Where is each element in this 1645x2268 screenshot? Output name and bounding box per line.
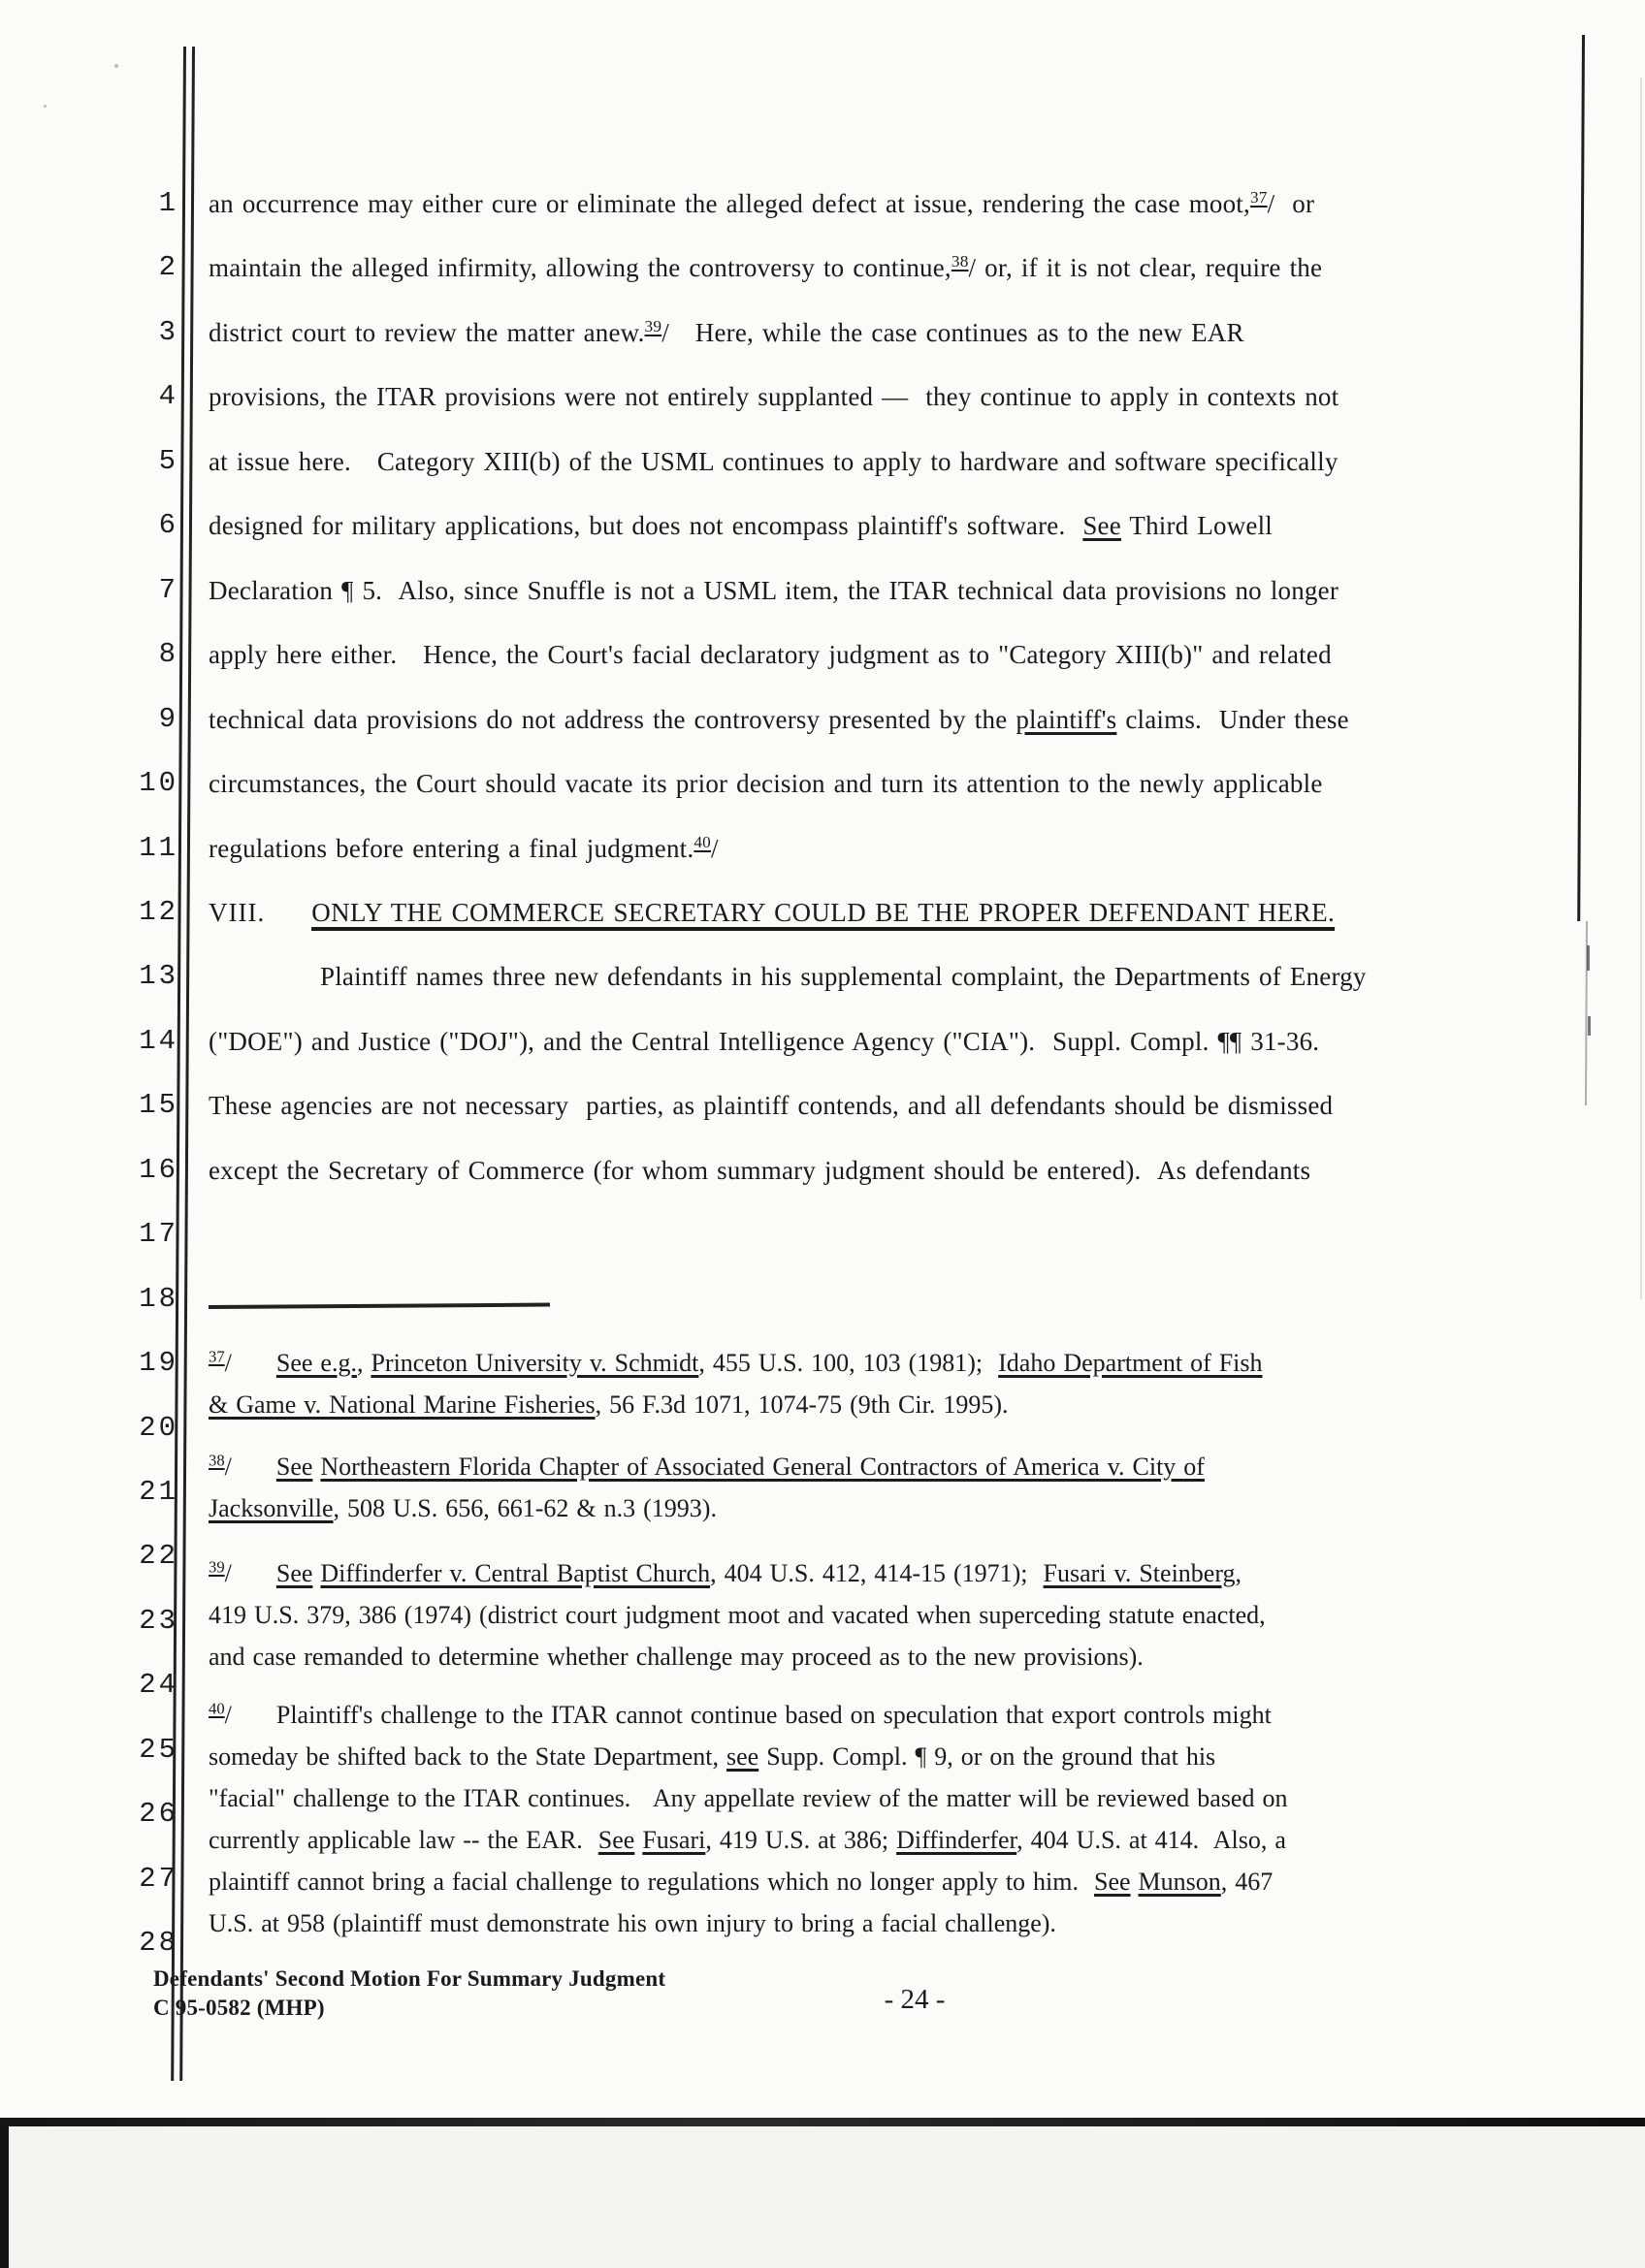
line-number: 19: [139, 1347, 178, 1380]
line-number: 4: [158, 380, 178, 413]
footnote-line: [209, 1487, 1205, 1529]
underlined-text: See: [1094, 1868, 1131, 1896]
text-run: 419 U.S. 379, 386 (1974) (district court judgment moot and vacated when superceding statute enacted,: [209, 1601, 1266, 1629]
text-run: / Here, while the case continues as to the new EAR: [661, 317, 1244, 347]
text-run: ("DOE") and Justice ("DOJ"), and the Central Intelligence Agency ("CIA"). Suppl. Compl. ¶¶ 31-36.: [209, 1026, 1320, 1056]
text-run: Plaintiff names three new defendants in his supplemental complaint, the Departments of Energy: [320, 962, 1367, 992]
line-number: 18: [139, 1282, 178, 1315]
body-line: [209, 956, 1367, 997]
text-run: Supp. Compl. ¶ 9, or on the ground that his: [758, 1742, 1216, 1771]
line-number: 5: [158, 444, 178, 477]
footnote-reference: 37: [1249, 188, 1268, 207]
text-run: , 467: [1220, 1868, 1274, 1896]
footnote: [209, 1552, 1266, 1677]
body-line: [209, 441, 1339, 482]
text-run: except the Secretary of Commerce (for whom summary judgment should be entered). As defendants: [209, 1155, 1311, 1185]
underlined-text: Munson: [1138, 1868, 1221, 1896]
text-run: plaintiff cannot bring a facial challenge to regulations which no longer apply to him.: [209, 1868, 1094, 1896]
section-numeral: VIII.: [209, 897, 266, 927]
text-run: someday be shifted back to the State Department,: [209, 1742, 727, 1771]
text-run: and case remanded to determine whether challenge may proceed as to the new provisions).: [209, 1643, 1144, 1671]
text-run: technical data provisions do not address the controversy presented by the: [209, 704, 1016, 734]
scan-tick-mark: [1587, 945, 1590, 971]
footnote-line: [209, 1861, 1287, 1902]
footnote-line: [209, 1777, 1287, 1819]
line-number: 1: [158, 187, 178, 219]
line-number: 16: [139, 1153, 178, 1186]
scan-tick-mark: [1588, 1016, 1591, 1036]
text-run: designed for military applications, but does not encompass plaintiff's software.: [209, 511, 1083, 541]
underlined-text: see: [726, 1742, 759, 1771]
scanner-background: [0, 2126, 1645, 2268]
page-number: - 24 -: [884, 1984, 946, 2015]
footnote-line: [209, 1384, 1263, 1425]
text-run: , 455 U.S. 100, 103 (1981);: [698, 1349, 999, 1377]
text-run: /: [224, 1349, 232, 1377]
line-number: 8: [158, 638, 178, 671]
body-line: [209, 763, 1323, 804]
line-number: 3: [158, 315, 178, 348]
body-line: [209, 1021, 1319, 1062]
footnote: [209, 1694, 1287, 1944]
text-run: , 404 U.S. 412, 414-15 (1971);: [710, 1559, 1044, 1587]
underlined-text: Diffinderfer: [896, 1826, 1017, 1854]
text-run: /: [711, 833, 719, 863]
line-number: 25: [139, 1733, 178, 1766]
footnote-line: [209, 1636, 1266, 1677]
line-number: 28: [139, 1927, 178, 1960]
line-number: 20: [139, 1411, 178, 1444]
text-run: /: [224, 1559, 232, 1587]
text-run: Declaration ¶ 5. Also, since Snuffle is not a USML item, the ITAR technical data provisions no longer: [209, 575, 1339, 605]
line-number: 21: [139, 1476, 178, 1508]
text-run: These agencies are not necessary parties, as plaintiff contends, and all defendants should be dismissed: [209, 1091, 1334, 1121]
underlined-text: See: [1082, 511, 1121, 541]
line-number: 26: [139, 1798, 178, 1831]
underlined-text: Princeton University v. Schmidt: [371, 1349, 699, 1377]
line-number: 24: [139, 1669, 178, 1702]
footnote: [209, 1446, 1205, 1529]
text-run: "facial" challenge to the ITAR continues. Any appellate review of the matter will be reviewed based on: [209, 1784, 1288, 1812]
line-number: 22: [139, 1540, 178, 1573]
line-number: 14: [139, 1024, 178, 1057]
underlined-text: See: [275, 1559, 313, 1587]
line-number: 6: [158, 509, 178, 542]
footnote-line: [209, 1594, 1266, 1636]
footer-case-number: C 95-0582 (MHP): [153, 1996, 325, 2020]
body-line: [209, 634, 1332, 675]
line-number: 13: [139, 960, 178, 993]
underlined-text: Northeastern Florida Chapter of Associated General Contractors of America v. City of: [320, 1453, 1205, 1481]
text-run: / or, if it is not clear, require the: [968, 253, 1323, 283]
footnote-line: [209, 1342, 1263, 1384]
text-run: claims. Under these: [1116, 704, 1349, 734]
text-run: , 508 U.S. 656, 661-62 & n.3 (1993).: [333, 1494, 717, 1522]
underlined-text: Jacksonville: [209, 1494, 334, 1522]
footnote-reference: 40: [209, 1699, 225, 1718]
footnote-line: [209, 1694, 1287, 1736]
footnote-reference: 40: [693, 832, 712, 851]
line-number: 12: [139, 895, 178, 928]
text-run: ,: [1235, 1559, 1242, 1587]
underlined-text: ONLY THE COMMERCE SECRETARY COULD BE THE PROPER DEFENDANT HERE.: [311, 898, 1335, 931]
footnote-reference: 38: [951, 252, 969, 272]
text-run: /: [224, 1701, 232, 1729]
underlined-text: See: [597, 1826, 635, 1854]
text-run: Plaintiff's challenge to the ITAR cannot continue based on speculation that export controls might: [275, 1701, 1272, 1729]
text-run: / or: [1267, 189, 1315, 218]
text-run: ,: [356, 1349, 371, 1377]
body-line: [209, 828, 719, 869]
footnote-reference: 39: [209, 1557, 225, 1577]
footnote-line: [209, 1736, 1287, 1777]
footer-motion-title: Defendants' Second Motion For Summary Judgment: [153, 1966, 666, 1991]
underlined-text: Fusari: [642, 1826, 706, 1854]
body-line: [209, 1150, 1310, 1191]
underlined-text: Idaho Department of Fish: [998, 1349, 1263, 1377]
body-line: [209, 570, 1339, 611]
section-heading: [209, 892, 1335, 933]
line-number: 27: [139, 1862, 178, 1895]
line-number: 15: [139, 1089, 178, 1122]
text-run: U.S. at 958 (plaintiff must demonstrate his own injury to bring a facial challenge).: [209, 1909, 1056, 1937]
footnote: [209, 1342, 1263, 1425]
footnote-reference: 39: [644, 316, 662, 335]
underlined-text: See: [275, 1453, 313, 1481]
body-line: [209, 505, 1273, 546]
text-run: circumstances, the Court should vacate its prior decision and turn its attention to the newly applicable: [209, 769, 1323, 799]
scan-speck: [114, 64, 118, 68]
underlined-text: plaintiff's: [1016, 704, 1117, 734]
footnote-line: [209, 1552, 1266, 1594]
underlined-text: Diffinderfer v. Central Baptist Church: [320, 1559, 711, 1587]
text-run: , 56 F.3d 1071, 1074-75 (9th Cir. 1995).: [595, 1390, 1009, 1419]
footnote-reference: 37: [209, 1347, 225, 1366]
line-number: 2: [158, 251, 178, 284]
underlined-text: Fusari v. Steinberg: [1043, 1559, 1236, 1587]
text-run: district court to review the matter anew.: [209, 317, 645, 347]
text-run: provisions, the ITAR provisions were not entirely supplanted — they continue to apply in contexts not: [209, 382, 1339, 412]
text-run: apply here either. Hence, the Court's facial declaratory judgment as to "Category XIII(b)" and related: [209, 640, 1332, 670]
line-number: 17: [139, 1218, 178, 1251]
body-line: [209, 183, 1314, 224]
body-line: [209, 247, 1322, 288]
line-number: 10: [139, 767, 178, 800]
underlined-text: & Game v. National Marine Fisheries: [209, 1390, 596, 1419]
text-run: [1131, 1868, 1139, 1896]
footnote-reference: 38: [209, 1451, 225, 1470]
text-run: currently applicable law -- the EAR.: [209, 1826, 598, 1854]
text-run: , 419 U.S. at 386;: [705, 1826, 897, 1854]
body-line: [209, 699, 1349, 740]
text-run: an occurrence may either cure or eliminate the alleged defect at issue, rendering the case moot,: [209, 189, 1250, 218]
body-line: [209, 1085, 1333, 1126]
scan-page-edge-band: [0, 2118, 1645, 2126]
body-line: [209, 312, 1244, 353]
line-number: 11: [139, 831, 178, 864]
body-line: [209, 376, 1339, 417]
text-run: at issue here. Category XIII(b) of the USML continues to apply to hardware and software specifically: [209, 446, 1339, 476]
line-number: 7: [158, 573, 178, 606]
line-number: 23: [139, 1604, 178, 1637]
paper-edge-shadow: [1640, 78, 1642, 1299]
text-run: /: [224, 1453, 232, 1481]
scan-left-edge-strip: [0, 2124, 9, 2268]
text-run: regulations before entering a final judgment.: [209, 833, 694, 863]
text-run: Third Lowell: [1120, 511, 1274, 541]
footnote-line: [209, 1446, 1205, 1487]
text-run: maintain the alleged infirmity, allowing the controversy to continue,: [209, 253, 952, 283]
underlined-text: See e.g.: [275, 1349, 357, 1377]
text-run: , 404 U.S. at 414. Also, a: [1016, 1826, 1286, 1854]
footnote-line: [209, 1902, 1287, 1944]
line-number: 9: [158, 702, 178, 735]
footnote-line: [209, 1819, 1287, 1861]
scan-speck: [44, 105, 47, 108]
